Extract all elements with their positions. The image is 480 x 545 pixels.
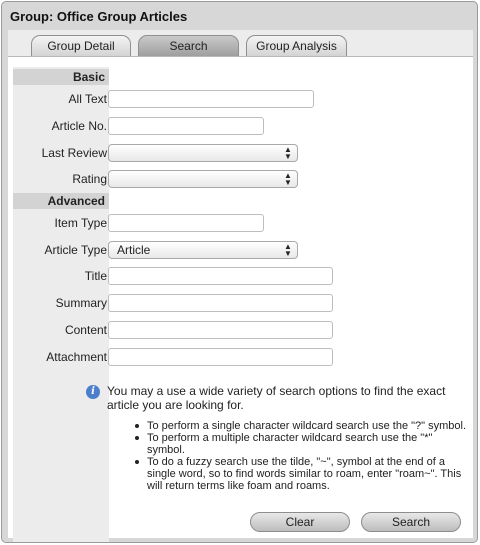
rating-label: Rating: [72, 172, 107, 186]
select-arrows-icon: ▲ ▼: [284, 171, 292, 187]
title-label: Title: [84, 269, 107, 283]
article-no-label: Article No.: [51, 119, 107, 133]
select-arrows-icon: ▲ ▼: [284, 242, 292, 258]
tab-group-analysis[interactable]: Group Analysis: [246, 35, 347, 57]
group-panel: [1, 1, 478, 543]
content-label: Content: [64, 323, 107, 337]
section-advanced: Advanced: [13, 193, 109, 209]
clear-button[interactable]: Clear: [250, 512, 350, 532]
help-intro: You may a use a wide variety of search options to find the exact article you are looking for.: [107, 384, 446, 412]
section-basic: Basic: [13, 69, 109, 85]
info-icon: i: [86, 385, 100, 399]
rating-select[interactable]: [108, 170, 298, 188]
article-no-input[interactable]: [108, 117, 264, 135]
help-tip: To do a fuzzy search use the tilde, "~", symbol at the end of a single word, so to find words similar to roam, enter "roam~". This will return terms like foam and roams.: [133, 456, 473, 492]
all-text-label: All Text: [68, 92, 107, 106]
attachment-input[interactable]: [108, 348, 333, 366]
search-button[interactable]: Search: [361, 512, 461, 532]
tab-group-detail[interactable]: Group Detail: [31, 35, 131, 57]
help-tip: To perform a multiple character wildcard search use the "*" symbol.: [133, 432, 473, 456]
panel-title: Group: Office Group Articles: [10, 9, 188, 24]
help-tips: [133, 420, 473, 492]
last-review-select[interactable]: [108, 144, 298, 162]
article-type-select[interactable]: [108, 241, 298, 259]
tab-search[interactable]: Search: [138, 35, 239, 57]
help-tip: To perform a single character wildcard search use the "?" symbol.: [133, 420, 473, 432]
last-review-label: Last Review: [41, 146, 107, 160]
summary-label: Summary: [55, 296, 107, 310]
content-input[interactable]: [108, 321, 333, 339]
summary-input[interactable]: [108, 294, 333, 312]
all-text-input[interactable]: [108, 90, 314, 108]
attachment-label: Attachment: [46, 350, 107, 364]
title-input[interactable]: [108, 267, 333, 285]
item-type-input[interactable]: [108, 214, 264, 232]
item-type-label: Item Type: [54, 216, 107, 230]
article-type-value: Article: [117, 243, 151, 257]
select-arrows-icon: ▲ ▼: [284, 145, 292, 161]
article-type-label: Article Type: [44, 243, 107, 257]
